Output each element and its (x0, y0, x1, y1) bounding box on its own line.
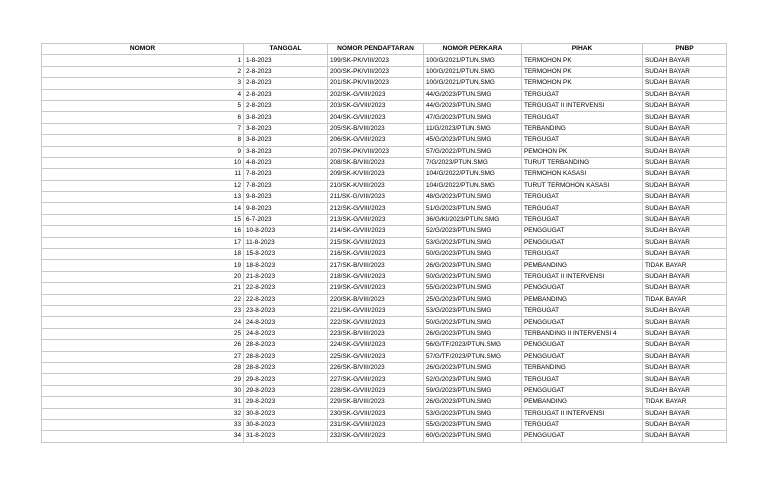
cell-nomor: 29 (42, 374, 244, 385)
cell-nomor-perkara: 51/G/2023/PTUN.SMG (424, 203, 522, 214)
cell-nomor: 11 (42, 169, 244, 180)
cell-nomor-pendaftaran: 222/SK-G/VIII/2023 (328, 317, 424, 328)
cell-tanggal: 29-8-2023 (244, 374, 328, 385)
cell-tanggal: 2-8-2023 (244, 100, 328, 111)
cell-nomor-pendaftaran: 232/SK-G/VIII/2023 (328, 431, 424, 442)
cell-pihak: PENGGUGAT (522, 385, 643, 396)
cell-nomor: 14 (42, 203, 244, 214)
cell-pihak: PEMOHON PK (522, 146, 643, 157)
table-row (42, 294, 727, 305)
cell-nomor-perkara: 55/G/2023/PTUN.SMG (424, 283, 522, 294)
cell-pihak: TERMOHON PK (522, 55, 643, 66)
cell-nomor-pendaftaran: 228/SK-G/VIII/2023 (328, 385, 424, 396)
cell-nomor: 24 (42, 317, 244, 328)
table-row (42, 214, 727, 225)
cell-nomor-pendaftaran: 208/SK-B/VIII/2023 (328, 157, 424, 168)
cell-nomor-perkara: 45/G/2023/PTUN.SMG (424, 135, 522, 146)
cell-nomor-perkara: 56/G/TF/2023/PTUN.SMG (424, 340, 522, 351)
table-row (42, 408, 727, 419)
cell-pihak: PENGGUGAT (522, 283, 643, 294)
cell-pihak: TERGUGAT II INTERVENSI (522, 271, 643, 282)
cell-pihak: PENGGUGAT (522, 340, 643, 351)
cell-tanggal: 24-8-2023 (244, 328, 328, 339)
table-row (42, 55, 727, 66)
cell-nomor-pendaftaran: 224/SK-G/VIII/2023 (328, 340, 424, 351)
cell-nomor-perkara: 26/G/2023/PTUN.SMG (424, 260, 522, 271)
cell-tanggal: 15-8-2023 (244, 249, 328, 260)
cell-pihak: PEMBANDING (522, 294, 643, 305)
cell-pihak: TERGUGAT (522, 112, 643, 123)
table-row (42, 328, 727, 339)
cell-tanggal: 18-8-2023 (244, 260, 328, 271)
cell-nomor-pendaftaran: 226/SK-B/VIII/2023 (328, 362, 424, 373)
cell-pnbp: SUDAH BAYAR (643, 157, 727, 168)
cell-tanggal: 3-8-2023 (244, 112, 328, 123)
cell-nomor-pendaftaran: 203/SK-G/VIII/2023 (328, 100, 424, 111)
cell-nomor-perkara: 104/G/2022/PTUN.SMG (424, 180, 522, 191)
table-row (42, 66, 727, 77)
cell-nomor: 23 (42, 305, 244, 316)
cell-nomor: 7 (42, 123, 244, 134)
cell-nomor-perkara: 26/G/2023/PTUN.SMG (424, 397, 522, 408)
cell-tanggal: 31-8-2023 (244, 431, 328, 442)
cell-nomor: 34 (42, 431, 244, 442)
cell-nomor: 15 (42, 214, 244, 225)
cell-nomor-pendaftaran: 216/SK-G/VIII/2023 (328, 249, 424, 260)
cell-nomor: 33 (42, 419, 244, 430)
cell-tanggal: 2-8-2023 (244, 89, 328, 100)
table-row (42, 362, 727, 373)
cell-nomor-perkara: 44/G/2023/PTUN.SMG (424, 100, 522, 111)
cell-tanggal: 2-8-2023 (244, 78, 328, 89)
cell-pihak: PEMBANDING (522, 260, 643, 271)
cell-nomor-perkara: 57/G/2022/PTUN.SMG (424, 146, 522, 157)
cell-nomor-perkara: 52/G/2023/PTUN.SMG (424, 226, 522, 237)
cell-pnbp: SUDAH BAYAR (643, 226, 727, 237)
cell-pnbp: SUDAH BAYAR (643, 237, 727, 248)
cell-tanggal: 29-8-2023 (244, 397, 328, 408)
table-row (42, 397, 727, 408)
cell-pnbp: SUDAH BAYAR (643, 55, 727, 66)
cell-nomor: 28 (42, 362, 244, 373)
cell-tanggal: 28-8-2023 (244, 351, 328, 362)
cell-nomor-perkara: 50/G/2023/PTUN.SMG (424, 317, 522, 328)
cell-tanggal: 7-8-2023 (244, 169, 328, 180)
cell-nomor-pendaftaran: 211/SK-G/VIII/2023 (328, 192, 424, 203)
cell-nomor-perkara: 57/G/TF/2023/PTUN.SMG (424, 351, 522, 362)
cell-pnbp: SUDAH BAYAR (643, 100, 727, 111)
cell-nomor-pendaftaran: 201/SK-PK/VIII/2023 (328, 78, 424, 89)
cell-nomor-perkara: 100/G/2021/PTUN.SMG (424, 55, 522, 66)
table-row (42, 374, 727, 385)
cell-nomor-pendaftaran: 227/SK-G/VIII/2023 (328, 374, 424, 385)
cell-pihak: TERMOHON PK (522, 78, 643, 89)
table-row (42, 431, 727, 442)
cell-tanggal: 2-8-2023 (244, 66, 328, 77)
cell-nomor: 27 (42, 351, 244, 362)
table-row (42, 249, 727, 260)
cell-pihak: TERBANDING (522, 123, 643, 134)
cell-pnbp: SUDAH BAYAR (643, 419, 727, 430)
cell-nomor-pendaftaran: 205/SK-B/VIII/2023 (328, 123, 424, 134)
register-table (41, 43, 727, 443)
table-row (42, 271, 727, 282)
header-nomor-perkara: NOMOR PERKARA (424, 44, 522, 55)
cell-nomor-pendaftaran: 204/SK-G/VIII/2023 (328, 112, 424, 123)
table-row (42, 169, 727, 180)
cell-nomor-pendaftaran: 231/SK-G/VIII/2023 (328, 419, 424, 430)
cell-pnbp: TIDAK BAYAR (643, 260, 727, 271)
cell-nomor-pendaftaran: 219/SK-G/VIII/2023 (328, 283, 424, 294)
cell-pnbp: TIDAK BAYAR (643, 294, 727, 305)
cell-nomor: 17 (42, 237, 244, 248)
cell-nomor-pendaftaran: 215/SK-G/VIII/2023 (328, 237, 424, 248)
table-row (42, 283, 727, 294)
cell-nomor-perkara: 104/G/2022/PTUN.SMG (424, 169, 522, 180)
cell-nomor-perkara: 25/G/2023/PTUN.SMG (424, 294, 522, 305)
cell-pnbp: SUDAH BAYAR (643, 340, 727, 351)
cell-pihak: TERMOHON KASASI (522, 169, 643, 180)
header-pihak: PIHAK (522, 44, 643, 55)
table-row (42, 237, 727, 248)
cell-nomor: 8 (42, 135, 244, 146)
cell-nomor: 3 (42, 78, 244, 89)
cell-pnbp: SUDAH BAYAR (643, 123, 727, 134)
cell-nomor-perkara: 53/G/2023/PTUN.SMG (424, 408, 522, 419)
cell-nomor-pendaftaran: 221/SK-G/VIII/2023 (328, 305, 424, 316)
cell-nomor-perkara: 26/G/2023/PTUN.SMG (424, 328, 522, 339)
cell-pihak: TERBANDING II INTERVENSI 4 (522, 328, 643, 339)
cell-nomor-perkara: 52/G/2023/PTUN.SMG (424, 374, 522, 385)
cell-nomor-perkara: 50/G/2023/PTUN.SMG (424, 249, 522, 260)
cell-pnbp: SUDAH BAYAR (643, 180, 727, 191)
cell-nomor-pendaftaran: 225/SK-G/VIII/2023 (328, 351, 424, 362)
cell-tanggal: 3-8-2023 (244, 146, 328, 157)
header-pnbp: PNBP (643, 44, 727, 55)
cell-nomor: 1 (42, 55, 244, 66)
table-row (42, 340, 727, 351)
cell-tanggal: 30-8-2023 (244, 408, 328, 419)
cell-nomor-perkara: 11/G/2023/PTUN.SMG (424, 123, 522, 134)
cell-tanggal: 29-8-2023 (244, 385, 328, 396)
cell-pnbp: SUDAH BAYAR (643, 146, 727, 157)
table-row (42, 305, 727, 316)
cell-tanggal: 4-8-2023 (244, 157, 328, 168)
cell-pihak: TERGUGAT (522, 374, 643, 385)
table-row (42, 260, 727, 271)
table-row (42, 180, 727, 191)
cell-tanggal: 3-8-2023 (244, 123, 328, 134)
cell-nomor-pendaftaran: 209/SK-K/VIII/2023 (328, 169, 424, 180)
cell-nomor-pendaftaran: 229/SK-B/VIII/2023 (328, 397, 424, 408)
cell-nomor-pendaftaran: 220/SK-B/VIII/2023 (328, 294, 424, 305)
cell-pnbp: SUDAH BAYAR (643, 317, 727, 328)
cell-tanggal: 10-8-2023 (244, 226, 328, 237)
cell-nomor-pendaftaran: 217/SK-B/VIII/2023 (328, 260, 424, 271)
cell-nomor: 16 (42, 226, 244, 237)
cell-nomor-perkara: 100/G/2021/PTUN.SMG (424, 66, 522, 77)
cell-nomor-pendaftaran: 230/SK-G/VIII/2023 (328, 408, 424, 419)
cell-nomor: 25 (42, 328, 244, 339)
cell-nomor-pendaftaran: 206/SK-G/VIII/2023 (328, 135, 424, 146)
cell-pnbp: SUDAH BAYAR (643, 78, 727, 89)
cell-pnbp: SUDAH BAYAR (643, 66, 727, 77)
cell-pnbp: SUDAH BAYAR (643, 112, 727, 123)
cell-nomor: 10 (42, 157, 244, 168)
cell-nomor-pendaftaran: 218/SK-G/VIII/2023 (328, 271, 424, 282)
cell-pihak: TERBANDING (522, 362, 643, 373)
cell-nomor-pendaftaran: 223/SK-B/VIII/2023 (328, 328, 424, 339)
cell-nomor-perkara: 55/G/2023/PTUN.SMG (424, 419, 522, 430)
table-row (42, 157, 727, 168)
table-row (42, 226, 727, 237)
cell-pihak: TERGUGAT (522, 305, 643, 316)
cell-pihak: TERGUGAT (522, 192, 643, 203)
header-tanggal: TANGGAL (244, 44, 328, 55)
cell-pihak: PEMBANDING (522, 397, 643, 408)
table-row (42, 419, 727, 430)
cell-pnbp: TIDAK BAYAR (643, 397, 727, 408)
cell-pihak: TERGUGAT (522, 203, 643, 214)
table-row (42, 135, 727, 146)
cell-nomor-perkara: 60/G/2023/PTUN.SMG (424, 431, 522, 442)
cell-pihak: TERMOHON PK (522, 66, 643, 77)
cell-nomor-perkara: 53/G/2023/PTUN.SMG (424, 305, 522, 316)
cell-tanggal: 1-8-2023 (244, 55, 328, 66)
cell-tanggal: 9-8-2023 (244, 192, 328, 203)
cell-nomor: 22 (42, 294, 244, 305)
cell-nomor-perkara: 7/G/2023/PTUN.SMG (424, 157, 522, 168)
table-row (42, 317, 727, 328)
cell-pnbp: SUDAH BAYAR (643, 328, 727, 339)
cell-pnbp: SUDAH BAYAR (643, 351, 727, 362)
cell-nomor: 9 (42, 146, 244, 157)
cell-tanggal: 9-8-2023 (244, 203, 328, 214)
cell-tanggal: 21-8-2023 (244, 271, 328, 282)
cell-tanggal: 28-8-2023 (244, 362, 328, 373)
cell-pnbp: SUDAH BAYAR (643, 431, 727, 442)
header-nomor-pendaftaran: NOMOR PENDAFTARAN (328, 44, 424, 55)
cell-nomor-perkara: 47/G/2023/PTUN.SMG (424, 112, 522, 123)
cell-pnbp: SUDAH BAYAR (643, 385, 727, 396)
cell-tanggal: 11-8-2023 (244, 237, 328, 248)
cell-nomor-perkara: 100/G/2021/PTUN.SMG (424, 78, 522, 89)
table-row (42, 192, 727, 203)
cell-nomor: 20 (42, 271, 244, 282)
cell-pihak: TERGUGAT (522, 249, 643, 260)
cell-nomor-perkara: 48/G/2023/PTUN.SMG (424, 192, 522, 203)
cell-pnbp: SUDAH BAYAR (643, 89, 727, 100)
cell-tanggal: 30-8-2023 (244, 419, 328, 430)
cell-pnbp: SUDAH BAYAR (643, 203, 727, 214)
cell-pihak: PENGGUGAT (522, 317, 643, 328)
cell-pnbp: SUDAH BAYAR (643, 249, 727, 260)
cell-nomor-perkara: 36/G/KI/2023/PTUN.SMG (424, 214, 522, 225)
cell-nomor: 19 (42, 260, 244, 271)
cell-tanggal: 23-8-2023 (244, 305, 328, 316)
cell-pnbp: SUDAH BAYAR (643, 192, 727, 203)
table-row (42, 100, 727, 111)
table-row (42, 89, 727, 100)
cell-nomor-pendaftaran: 214/SK-G/VIII/2023 (328, 226, 424, 237)
cell-nomor-perkara: 50/G/2023/PTUN.SMG (424, 271, 522, 282)
cell-nomor: 12 (42, 180, 244, 191)
cell-pihak: TERGUGAT (522, 214, 643, 225)
cell-tanggal: 28-8-2023 (244, 340, 328, 351)
cell-pihak: TERGUGAT II INTERVENSI (522, 100, 643, 111)
cell-tanggal: 7-8-2023 (244, 180, 328, 191)
table-row (42, 112, 727, 123)
cell-nomor: 30 (42, 385, 244, 396)
cell-nomor-perkara: 59/G/2023/PTUN.SMG (424, 385, 522, 396)
cell-pnbp: SUDAH BAYAR (643, 408, 727, 419)
cell-pihak: TURUT TERBANDING (522, 157, 643, 168)
cell-pihak: TERGUGAT II INTERVENSI (522, 408, 643, 419)
cell-pihak: TERGUGAT (522, 419, 643, 430)
cell-nomor-pendaftaran: 200/SK-PK/VIII/2023 (328, 66, 424, 77)
cell-nomor: 2 (42, 66, 244, 77)
cell-nomor: 6 (42, 112, 244, 123)
table-row (42, 123, 727, 134)
cell-nomor-pendaftaran: 212/SK-G/VIII/2023 (328, 203, 424, 214)
cell-nomor: 31 (42, 397, 244, 408)
table-row (42, 385, 727, 396)
cell-nomor-pendaftaran: 213/SK-G/VIII/2023 (328, 214, 424, 225)
table-row (42, 351, 727, 362)
cell-nomor: 26 (42, 340, 244, 351)
cell-pnbp: SUDAH BAYAR (643, 374, 727, 385)
cell-nomor: 13 (42, 192, 244, 203)
cell-tanggal: 6-7-2023 (244, 214, 328, 225)
header-nomor: NOMOR (42, 44, 244, 55)
cell-pnbp: SUDAH BAYAR (643, 214, 727, 225)
cell-pnbp: SUDAH BAYAR (643, 362, 727, 373)
cell-pihak: TERGUGAT (522, 89, 643, 100)
cell-pihak: TERGUGAT (522, 135, 643, 146)
cell-pnbp: SUDAH BAYAR (643, 271, 727, 282)
cell-nomor: 32 (42, 408, 244, 419)
cell-nomor-pendaftaran: 202/SK-G/VIII/2023 (328, 89, 424, 100)
cell-nomor-perkara: 53/G/2023/PTUN.SMG (424, 237, 522, 248)
cell-nomor: 4 (42, 89, 244, 100)
cell-tanggal: 22-8-2023 (244, 283, 328, 294)
cell-nomor: 21 (42, 283, 244, 294)
cell-pihak: TURUT TERMOHON KASASI (522, 180, 643, 191)
cell-nomor: 18 (42, 249, 244, 260)
cell-pihak: PENGGUGAT (522, 237, 643, 248)
cell-pnbp: SUDAH BAYAR (643, 283, 727, 294)
cell-pnbp: SUDAH BAYAR (643, 305, 727, 316)
cell-nomor-pendaftaran: 210/SK-K/VIII/2023 (328, 180, 424, 191)
cell-nomor: 5 (42, 100, 244, 111)
table-row (42, 146, 727, 157)
cell-tanggal: 24-8-2023 (244, 317, 328, 328)
cell-nomor-perkara: 26/G/2023/PTUN.SMG (424, 362, 522, 373)
cell-nomor-pendaftaran: 207/SK-PK/VIII/2023 (328, 146, 424, 157)
cell-tanggal: 3-8-2023 (244, 135, 328, 146)
cell-pihak: PENGGUGAT (522, 351, 643, 362)
cell-tanggal: 22-8-2023 (244, 294, 328, 305)
cell-nomor-perkara: 44/G/2023/PTUN.SMG (424, 89, 522, 100)
table-row (42, 78, 727, 89)
header-row (42, 44, 727, 55)
table-row (42, 203, 727, 214)
cell-pnbp: SUDAH BAYAR (643, 169, 727, 180)
cell-pnbp: SUDAH BAYAR (643, 135, 727, 146)
cell-pihak: PENGGUGAT (522, 431, 643, 442)
cell-pihak: PENGGUGAT (522, 226, 643, 237)
cell-nomor-pendaftaran: 199/SK-PK/VIII/2023 (328, 55, 424, 66)
